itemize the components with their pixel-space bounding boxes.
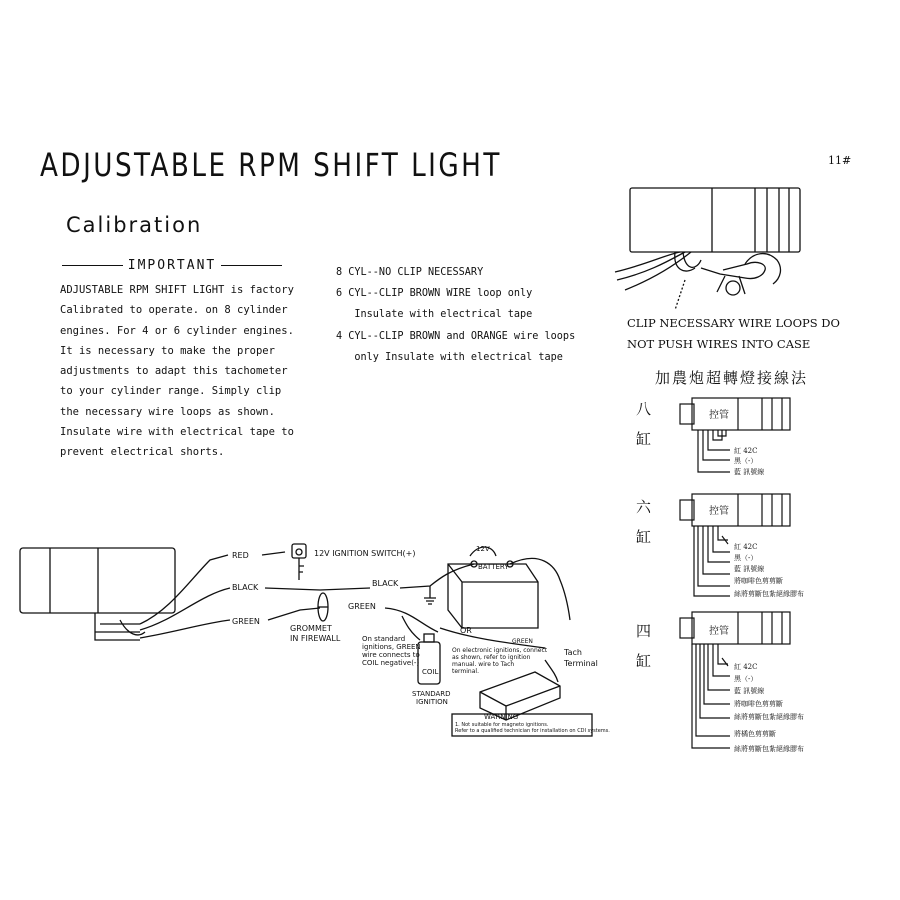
wire-label: 絲將剪斷包紮絕緣膠布: [734, 713, 804, 721]
electronic-note-line: manual. wire to Tach: [452, 661, 515, 668]
battery-label-12v: 12V: [476, 545, 490, 553]
paragraph-line: ADJUSTABLE RPM SHIFT LIGHT is factory: [60, 284, 294, 296]
tach-label: Tach: [564, 648, 582, 657]
cyl-line-8: 8 CYL--NO CLIP NECESSARY: [336, 267, 484, 278]
cylinder-instructions: [336, 262, 575, 368]
important-rule-right: [221, 265, 282, 266]
electronic-note-line: terminal.: [452, 668, 479, 675]
wire-label: 將咖啡色剪剪斷: [734, 700, 783, 708]
wire-label: 藍 訊號線: [734, 687, 765, 695]
cyl-char: 六: [636, 498, 652, 516]
wire-label: 絲將剪斷包紮絕緣膠布: [734, 590, 804, 598]
black-wire-label-2: BLACK: [372, 579, 399, 588]
wire-label: 黑（-）: [734, 675, 758, 683]
coil-label: COIL: [422, 668, 439, 676]
module-label: 控管: [709, 410, 729, 421]
electronic-note: [452, 647, 547, 675]
wire-label: 藍 訊號線: [734, 565, 765, 573]
electronic-note-line: On electronic ignitions, connect: [452, 647, 548, 654]
cyl-line-4-insulate: only Insulate with electrical tape: [336, 351, 563, 363]
clip-illustration: [605, 180, 805, 310]
cyl-line-6: 6 CYL--CLIP BROWN WIRE loop only: [336, 288, 533, 300]
electronic-note-line: as shown, refer to ignition: [452, 654, 531, 661]
cyl-char: 缸: [636, 652, 652, 670]
wire-label: 紅 42C: [734, 447, 758, 455]
important-banner: [62, 256, 282, 274]
coil-note: [362, 635, 421, 667]
paragraph-line: adjustments to adapt this tachometer: [60, 365, 288, 378]
paragraph-line: to your cylinder range. Simply clip: [60, 385, 282, 398]
calibration-paragraph: [60, 280, 305, 463]
cyl-char: 八: [636, 400, 652, 418]
calibration-heading: Calibration: [66, 213, 203, 237]
green-wire-label: GREEN: [232, 617, 260, 626]
cyl-char: 缸: [636, 430, 652, 448]
wire-label: 黑（-）: [734, 457, 758, 465]
wire-label: 紅 42C: [734, 543, 758, 551]
or-label: OR: [460, 626, 472, 635]
ignition-switch-label: 12V IGNITION SWITCH(+): [314, 549, 416, 558]
red-wire-label: RED: [232, 551, 249, 560]
paragraph-line: It is necessary to make the proper: [60, 344, 275, 357]
wire-label: 絲將剪斷包紮絕緣膠布: [734, 745, 804, 753]
paragraph-line: Insulate wire with electrical tape to: [60, 426, 294, 439]
module-label: 控管: [709, 506, 729, 517]
warning-line: Refer to a qualified technician for installation on CDI systems.: [455, 728, 610, 734]
wire-label: 紅 42C: [734, 663, 758, 671]
coil-note-line: On standard: [362, 635, 406, 643]
shift-light-body: [630, 188, 800, 252]
coil-note-line: wire connects to: [362, 651, 420, 659]
cyl-line-4: 4 CYL--CLIP BROWN and ORANGE wire loops: [336, 330, 576, 342]
warning-text: [455, 722, 610, 734]
grommet-label: GROMMET: [290, 624, 332, 633]
coil-note-line: COIL negative(-): [362, 659, 420, 667]
page-number: 11#: [828, 154, 852, 167]
standard-label: STANDARD: [412, 690, 451, 698]
page-title: ADJUSTABLE RPM SHIFT LIGHT: [40, 146, 502, 184]
paragraph-line: the necessary wire loops as shown.: [60, 405, 275, 418]
paragraph-line: Calibrated to operate. on 8 cylinder: [60, 304, 288, 317]
black-wire-label: BLACK: [232, 583, 259, 592]
important-label: IMPORTANT: [127, 257, 217, 273]
coil-note-line: ignitions, GREEN: [362, 643, 421, 651]
wire-label: 藍 訊號線: [734, 468, 765, 476]
warning-line: 1. Not suitable for magneto ignitions.: [455, 722, 549, 728]
clip-note-line: NOT PUSH WIRES INTO CASE: [627, 337, 811, 351]
green-wire-label-3: GREEN: [512, 638, 533, 645]
important-rule-left: [62, 265, 123, 266]
standard-label-2: IGNITION: [416, 698, 448, 706]
chinese-title: 加農炮超轉燈接線法: [655, 369, 809, 387]
cyl-char: 缸: [636, 528, 652, 546]
clip-note-line: CLIP NECESSARY WIRE LOOPS DO: [627, 316, 840, 330]
wire-label: 將咖啡色剪剪斷: [734, 577, 783, 585]
tach-label-2: Terminal: [564, 659, 598, 668]
warning-title: WARNING: [484, 713, 519, 721]
battery-label: BATTERY: [478, 563, 509, 571]
grommet-label-2: IN FIREWALL: [290, 634, 341, 643]
green-wire-label-2: GREEN: [348, 602, 376, 611]
wire-label: 將橘色剪剪斷: [734, 730, 776, 738]
cyl-char: 四: [636, 622, 652, 640]
clip-note: [627, 313, 840, 355]
paragraph-line: prevent electrical shorts.: [60, 446, 225, 459]
wire-label: 黑（-）: [734, 554, 758, 562]
cyl-line-6-insulate: Insulate with electrical tape: [336, 309, 533, 321]
module-label: 控管: [709, 626, 729, 637]
paragraph-line: engines. For 4 or 6 cylinder engines.: [60, 324, 294, 337]
